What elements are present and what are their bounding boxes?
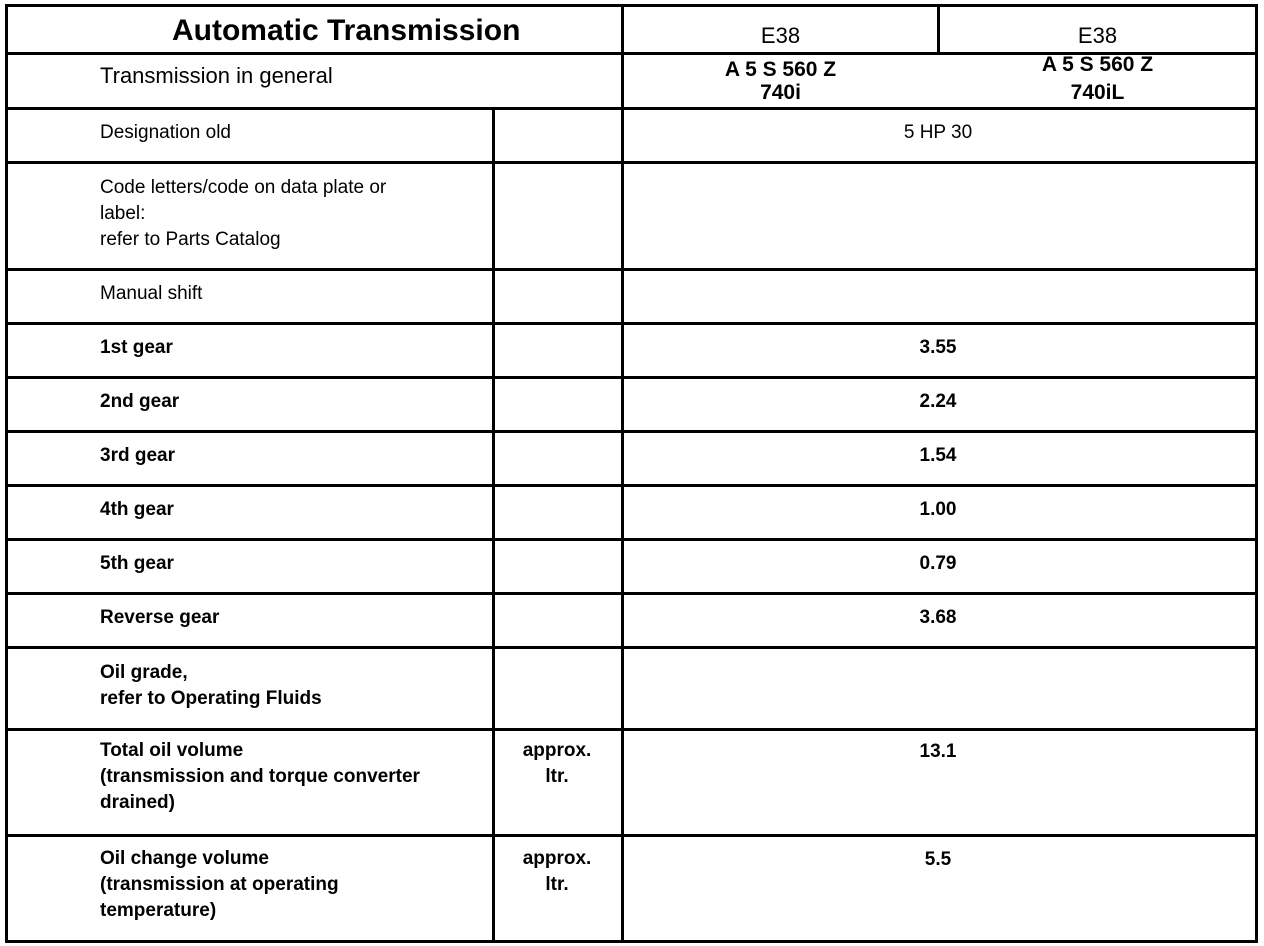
rule-label-unit: [492, 107, 495, 943]
row-value-oil-change-volume: 5.5: [924, 849, 952, 870]
rule-row: [5, 161, 1258, 164]
vehicle-model-1: 740i: [760, 81, 801, 104]
row-value-5th-gear: 0.79: [919, 553, 957, 574]
vehicle-model-2: 740iL: [1070, 81, 1125, 104]
row-label-total-oil-volume: Total oil volume (transmission and torque converter drained): [100, 740, 420, 813]
row-value-total-oil-volume: 13.1: [919, 741, 957, 762]
rule-row: [5, 322, 1258, 325]
rule-row: [5, 268, 1258, 271]
rule-row: [5, 376, 1258, 379]
rule-row: [5, 538, 1258, 541]
row-label-reverse-gear: Reverse gear: [100, 607, 220, 628]
rule-row: [5, 430, 1258, 433]
row-label-manual-shift: Manual shift: [100, 283, 203, 304]
row-label-oil-grade: Oil grade, refer to Operating Fluids: [100, 662, 322, 709]
row-value-1st-gear: 3.55: [919, 337, 957, 358]
row-value-designation-old: 5 HP 30: [903, 122, 973, 143]
rule-top: [5, 4, 1258, 7]
transmission-code-2: A 5 S 560 Z: [1041, 53, 1154, 76]
rule-right: [1255, 4, 1258, 943]
rule-header-bottom: [5, 107, 1258, 110]
rule-row: [5, 484, 1258, 487]
series-label-1: E38: [760, 23, 801, 48]
rule-bottom: [5, 940, 1258, 943]
row-label-2nd-gear: 2nd gear: [100, 391, 180, 412]
row-value-4th-gear: 1.00: [919, 499, 957, 520]
rule-row: [5, 728, 1258, 731]
row-unit-oil-change-volume: approx. ltr.: [522, 848, 592, 895]
rule-row: [5, 592, 1258, 595]
row-label-designation-old: Designation old: [100, 122, 231, 143]
rule-row: [5, 646, 1258, 649]
row-label-oil-change-volume: Oil change volume (transmission at operating temperature): [100, 848, 339, 921]
row-label-3rd-gear: 3rd gear: [100, 445, 175, 466]
rule-row: [5, 834, 1258, 837]
series-label-2: E38: [1077, 23, 1118, 48]
row-label-5th-gear: 5th gear: [100, 553, 174, 574]
row-unit-total-oil-volume: approx. ltr.: [522, 740, 592, 787]
transmission-code-1: A 5 S 560 Z: [724, 58, 837, 81]
row-label-1st-gear: 1st gear: [100, 337, 173, 358]
rule-left: [5, 4, 8, 943]
table-title: Automatic Transmission: [172, 14, 521, 47]
row-value-3rd-gear: 1.54: [919, 445, 957, 466]
row-label-4th-gear: 4th gear: [100, 499, 174, 520]
row-label-code-letters: Code letters/code on data plate or label: refer to Parts Catalog: [100, 177, 387, 250]
section-subtitle: Transmission in general: [100, 63, 333, 88]
row-value-reverse-gear: 3.68: [919, 607, 957, 628]
row-value-2nd-gear: 2.24: [919, 391, 957, 412]
